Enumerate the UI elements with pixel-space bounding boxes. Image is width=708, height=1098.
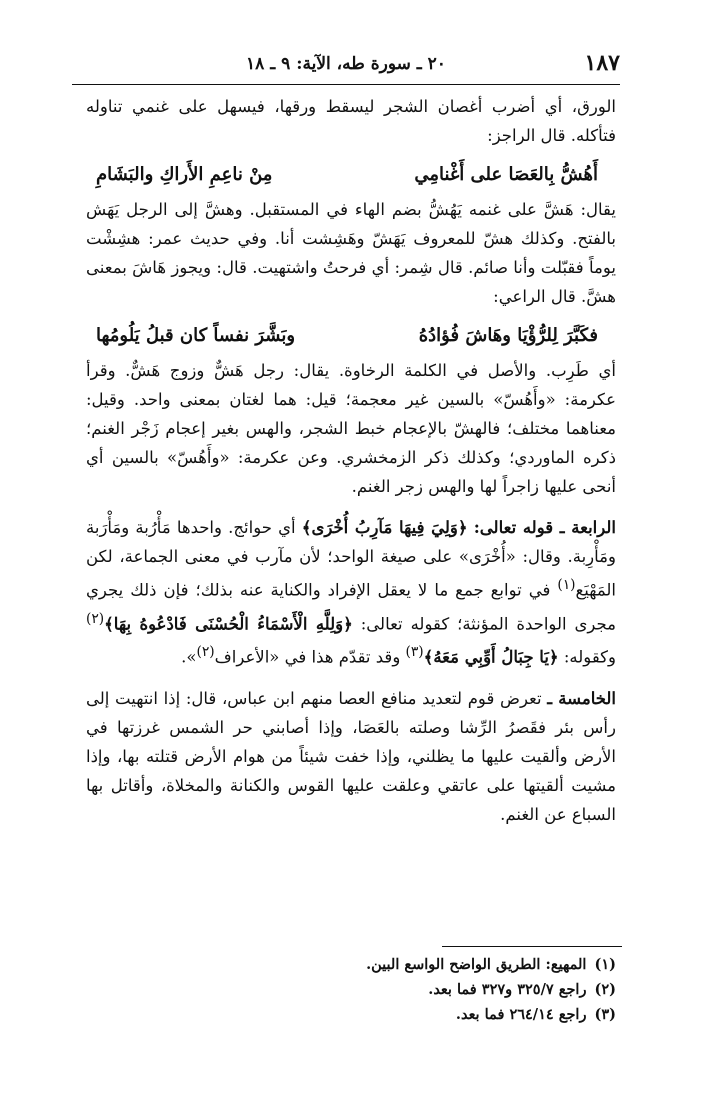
paragraph-5-text: تعرض قوم لتعديد منافع العصا منهم ابن عباس، قال: إذا انتهيت إلى رأس بئر فقَصرُ الرِّشا وصلته بالعَصَا، وإذا أصابني حر الشمس غرزتها في الأرض وألقيت عليها ما يظلني، وإذا خفت شيئاً من هوام الأرض قتلته بها، وإذا مشيت ألقيتها على عاتقي وعلقت عليها القوس والكنانة والمخلاة، وأقاتل بها السباع عن الغنم. [86, 688, 616, 824]
paragraph-4-text-4: وقد تقدّم هذا في «الأعراف [214, 647, 401, 667]
paragraph-4-text-5: ». [181, 647, 197, 667]
verse-1 [96, 160, 598, 189]
footnote-ref-1[interactable]: (١) [557, 577, 576, 593]
footnote-1-number: (١) [594, 956, 616, 973]
running-header [72, 48, 620, 85]
footnotes [250, 952, 616, 1027]
paragraph-2: يقال: هَشَّ على غنمه يَهُشُّ بضم الهاء في المستقبل. وهشَّ إلى الرجل يَهَش بالفتح. وكذلك هشّ للمعروف يَهَشّ وهَشِشت أنا. وفي حديث عمر: هشِشْت يوماً فقبّلت وأنا صائم. قال شِمر: أي فرحتُ واشتهيت. قال: ويجوز هَاشَ بمعنى هشَّ. قال الراعي: [86, 200, 616, 306]
footnote-3-text: راجع ٢٦٤/١٤ فما بعد. [455, 1006, 587, 1023]
footnote-2-number: (٢) [594, 981, 616, 998]
footnote-3 [250, 1002, 616, 1027]
quran-quote-2: ﴿وَلِلَّهِ الْأَسْمَاءُ الْحُسْنَى فَادْعُوهُ بِهَا﴾ [104, 614, 353, 633]
footnote-1 [250, 952, 616, 977]
paragraph-4-text-2: في توابع جمع ما لا يعقل الإفراد والكناية عنه بذلك؛ فإن ذلك يجري مجرى الواحدة المؤنثة؛ كقوله تعالى: [86, 580, 616, 633]
quran-quote-3: ﴿يَا جِبَالُ أَوِّبِي مَعَهُ﴾ [423, 647, 559, 667]
footnote-2-text: راجع ٣٢٥/٧ و٣٢٧ فما بعد. [428, 981, 587, 998]
verse-2-first-hemistich: فكَبَّرَ لِلرُّؤْيَا وهَاشَ فُؤادُهُ [418, 325, 598, 346]
page-number: ١٨٧ [584, 50, 620, 76]
quran-quote-1: ﴿وَلِيَ فِيهَا مَآرِبُ أُخْرَى﴾ [301, 518, 468, 537]
footnote-3-number: (٣) [594, 1006, 616, 1023]
footnote-2 [250, 977, 616, 1002]
paragraph-1: الورق، أي أضرب أغصان الشجر ليسقط ورقها، فيسهل على غنمي تناوله فتأكله. قال الراجز: [86, 97, 616, 145]
footnote-ref-3[interactable]: (٣) [405, 644, 424, 660]
verse-1-second-hemistich: مِنْ ناعِمِ الأَراكِ والبَشَامِ [96, 164, 273, 185]
verse-1-first-hemistich: أَهُشُّ بِالعَصَا على أَغْنامِي [414, 164, 598, 185]
footnote-ref-4[interactable]: (٢) [196, 644, 215, 660]
paragraph-4-text-1: أي حوائج. واحدها مَأْرُبة ومَأْرَبة ومَأْرِبة. وقال: «أُخْرَى» على صيغة الواحد؛ لأن مآرب في معنى الجماعة، لكن المَهْيَع [86, 518, 616, 600]
footnote-ref-2[interactable]: (٢) [86, 610, 105, 627]
paragraph-4 [86, 513, 616, 672]
paragraph-3: أي طَرِب. والأصل في الكلمة الرخاوة. يقال: رجل هَشٌّ وزوج هَشٌّ. وقرأ عكرمة: «وأَهُسّ» بالسين غير معجمة؛ قيل: هما لغتان بمعنى واحد. وقيل: معناهما مختلف؛ فالهشّ بالإعجام خبط الشجر، والهس بغير إعجام زَجْر الغنم؛ ذكره الماوردي؛ وكذلك ذكر الزمخشري. وعن عكرمة: «وأَهُسّ» بالسين أي أنحى عليها زاجراً لها والهس زجر الغنم. [86, 361, 616, 496]
footnote-separator [442, 946, 622, 947]
section-heading-fourth: الرابعة ـ قوله تعالى: [473, 518, 616, 537]
section-heading-fifth: الخامسة ـ [547, 688, 616, 708]
paragraph-4-text-3: وكقوله: [563, 647, 616, 667]
paragraph-5 [86, 684, 616, 829]
verse-2 [96, 321, 598, 350]
verse-2-second-hemistich: وبَشَّرَ نفساً كان قبلُ يَلُومُها [96, 325, 296, 346]
footnote-1-text: المهيع: الطريق الواضح الواسع البين. [366, 956, 587, 973]
running-title: ٢٠ ـ سورة طه، الآية: ٩ ـ ١٨ [246, 54, 446, 74]
main-text [86, 92, 616, 829]
